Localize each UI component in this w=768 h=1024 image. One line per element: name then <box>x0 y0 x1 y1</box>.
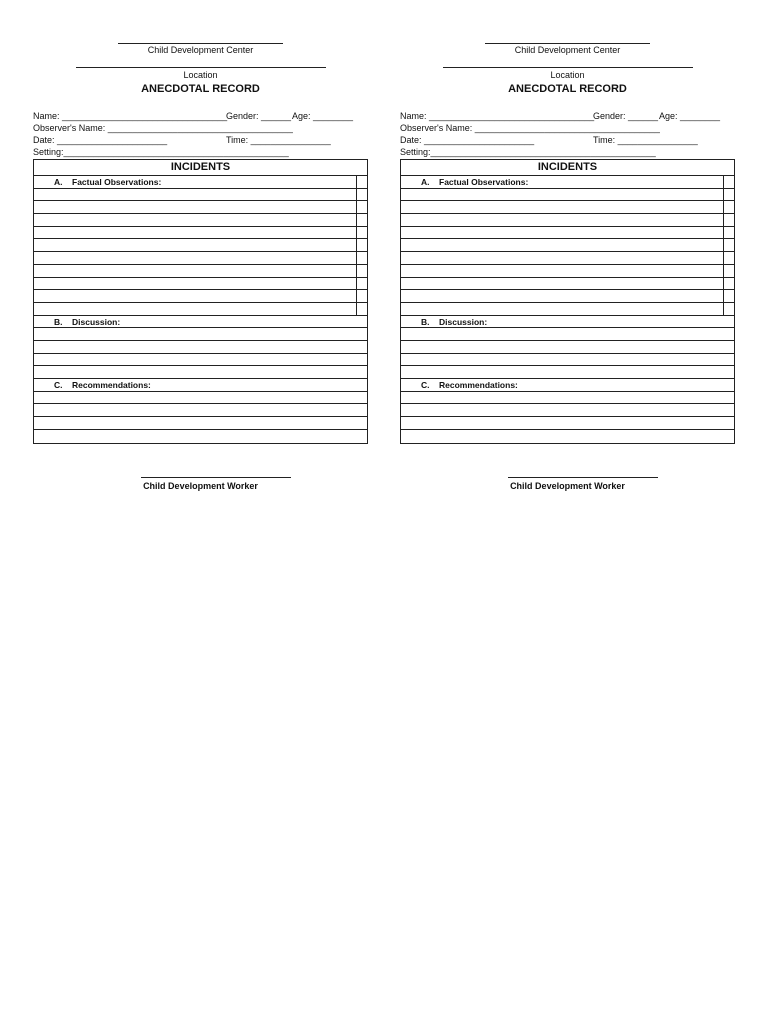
write-line[interactable] <box>34 252 367 265</box>
section-header <box>34 176 367 189</box>
time-field[interactable]: Time: ________________ <box>593 135 698 145</box>
write-line[interactable] <box>401 392 734 405</box>
form-title: ANECDOTAL RECORD <box>141 83 260 95</box>
write-line[interactable] <box>401 278 734 291</box>
write-line[interactable] <box>34 265 367 278</box>
write-line[interactable] <box>34 366 367 379</box>
setting-field[interactable]: Setting:_____________________________________________ <box>400 147 656 157</box>
write-line[interactable] <box>401 417 734 430</box>
write-line[interactable] <box>34 392 367 405</box>
write-line[interactable] <box>34 290 367 303</box>
section-header <box>34 316 367 329</box>
date-field[interactable]: Date: ______________________ <box>33 135 168 145</box>
write-line[interactable] <box>401 328 734 341</box>
location-line[interactable] <box>443 67 693 68</box>
signature-label: Child Development Worker <box>143 481 258 491</box>
section-header <box>34 379 367 392</box>
section-letter: C. <box>54 380 63 390</box>
write-line[interactable] <box>34 214 367 227</box>
name-field[interactable]: Name: _________________________________ <box>400 111 595 121</box>
signature-line[interactable] <box>141 477 291 478</box>
write-line[interactable] <box>401 252 734 265</box>
write-line[interactable] <box>401 341 734 354</box>
write-line[interactable] <box>401 354 734 367</box>
section-letter: B. <box>421 316 430 327</box>
section-letter: C. <box>421 380 430 390</box>
write-line[interactable] <box>34 341 367 354</box>
write-line[interactable] <box>34 189 367 202</box>
write-line[interactable] <box>401 303 734 316</box>
location-label: Location <box>550 70 585 80</box>
anecdotal-form-right <box>400 0 735 500</box>
write-line[interactable] <box>34 303 367 316</box>
center-name-line[interactable] <box>485 43 650 44</box>
signature-label: Child Development Worker <box>510 481 625 491</box>
section-letter: B. <box>54 316 63 327</box>
time-field[interactable]: Time: ________________ <box>226 135 331 145</box>
write-line[interactable] <box>401 366 734 379</box>
age-field[interactable]: Age: ________ <box>659 111 721 121</box>
write-line[interactable] <box>34 430 367 443</box>
section-letter: A. <box>54 177 63 187</box>
discussion-label: Discussion: <box>72 316 121 327</box>
observer-name-field[interactable]: Observer's Name: _____________________________________ <box>400 123 660 133</box>
factual-observations-label: Factual Observations: <box>72 177 162 187</box>
write-line[interactable] <box>401 189 734 202</box>
observer-name-field[interactable]: Observer's Name: _____________________________________ <box>33 123 293 133</box>
section-header <box>401 316 734 329</box>
write-line[interactable] <box>401 201 734 214</box>
write-line[interactable] <box>401 214 734 227</box>
recommendations-label: Recommendations: <box>72 380 151 390</box>
section-letter: A. <box>421 177 430 187</box>
write-line[interactable] <box>34 354 367 367</box>
write-line[interactable] <box>34 239 367 252</box>
incidents-table <box>400 159 735 444</box>
date-field[interactable]: Date: ______________________ <box>400 135 535 145</box>
location-label: Location <box>183 70 218 80</box>
age-field[interactable]: Age: ________ <box>292 111 354 121</box>
incidents-heading: INCIDENTS <box>401 160 734 176</box>
center-label: Child Development Center <box>147 45 254 55</box>
anecdotal-form-left <box>33 0 368 500</box>
center-label: Child Development Center <box>514 45 621 55</box>
write-line[interactable] <box>34 278 367 291</box>
write-line[interactable] <box>401 430 734 443</box>
write-line[interactable] <box>34 328 367 341</box>
incidents-heading: INCIDENTS <box>34 160 367 176</box>
location-line[interactable] <box>76 67 326 68</box>
gender-field[interactable]: Gender: ______ <box>593 111 659 121</box>
gender-field[interactable]: Gender: ______ <box>226 111 292 121</box>
write-line[interactable] <box>34 227 367 240</box>
section-header <box>401 176 734 189</box>
write-line[interactable] <box>401 227 734 240</box>
write-line[interactable] <box>401 239 734 252</box>
write-line[interactable] <box>34 404 367 417</box>
incidents-table <box>33 159 368 444</box>
write-line[interactable] <box>401 290 734 303</box>
factual-observations-label: Factual Observations: <box>439 177 529 187</box>
form-title: ANECDOTAL RECORD <box>508 83 627 95</box>
write-line[interactable] <box>401 265 734 278</box>
recommendations-label: Recommendations: <box>439 380 518 390</box>
write-line[interactable] <box>34 417 367 430</box>
signature-line[interactable] <box>508 477 658 478</box>
write-line[interactable] <box>34 201 367 214</box>
center-name-line[interactable] <box>118 43 283 44</box>
discussion-label: Discussion: <box>439 316 488 327</box>
section-header <box>401 379 734 392</box>
write-line[interactable] <box>401 404 734 417</box>
name-field[interactable]: Name: _________________________________ <box>33 111 228 121</box>
setting-field[interactable]: Setting:_____________________________________________ <box>33 147 289 157</box>
